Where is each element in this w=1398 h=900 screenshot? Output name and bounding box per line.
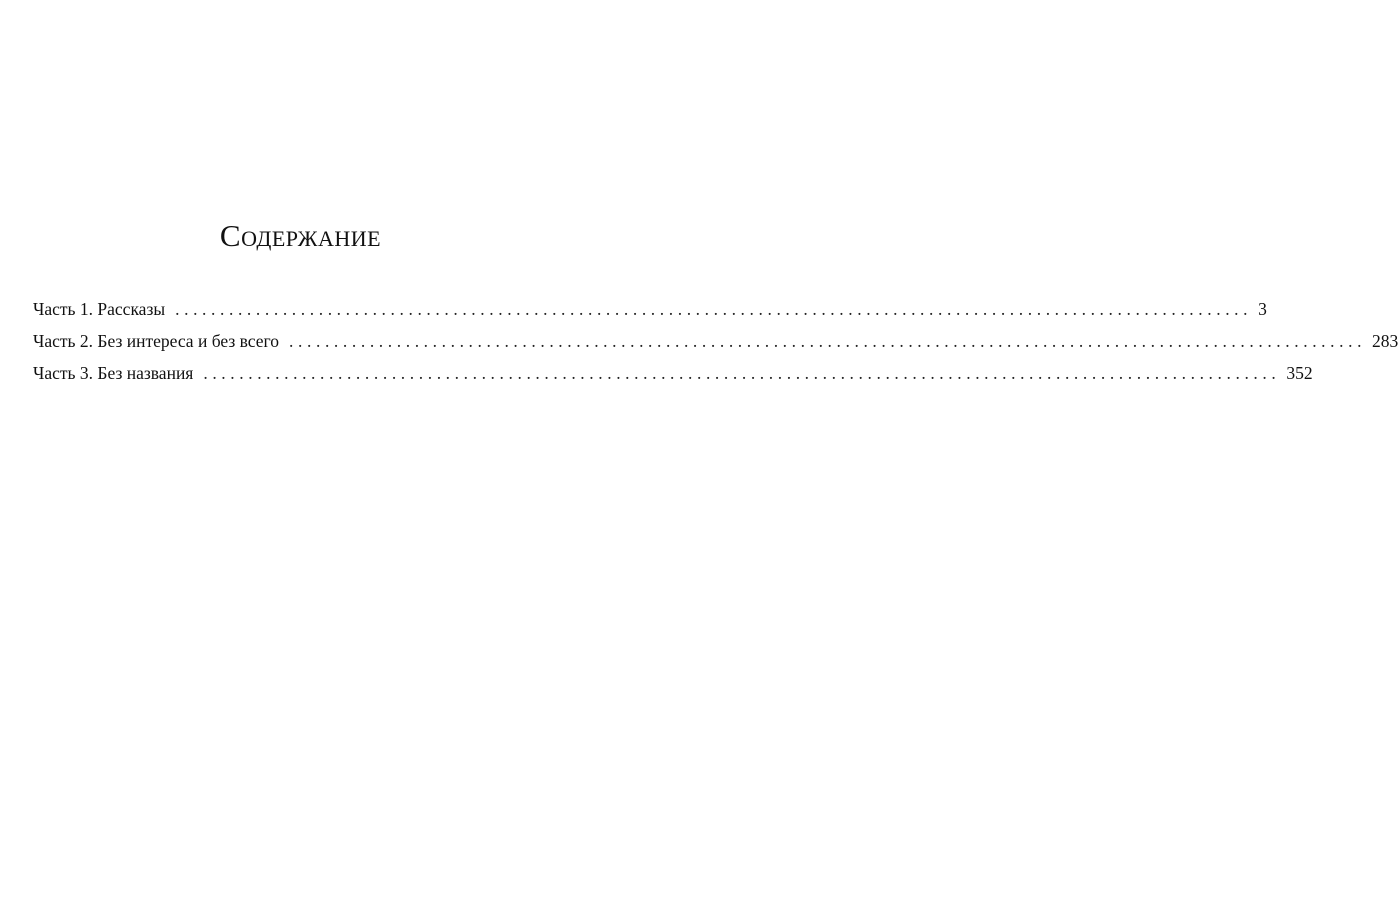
dot-leader: ........................................................................................................................ <box>289 331 1367 351</box>
toc-entry-label: Часть 1. Рассказы <box>33 299 166 319</box>
toc-title: Содержание <box>219 218 382 253</box>
toc-entry-label: Часть 2. Без интереса и без всего <box>33 331 280 351</box>
toc-entry <box>33 293 1267 325</box>
toc-list <box>33 293 1398 389</box>
toc-entry-page: 3 <box>1258 299 1267 319</box>
dot-leader: ........................................................................................................................ <box>203 363 1281 383</box>
toc-entry-page: 283 <box>1372 331 1398 351</box>
toc-entry <box>33 357 1313 389</box>
toc-entry <box>33 325 1398 357</box>
dot-leader: ........................................................................................................................ <box>175 299 1253 319</box>
toc-entry-page: 352 <box>1286 363 1313 383</box>
toc-entry-label: Часть 3. Без названия <box>33 363 194 383</box>
